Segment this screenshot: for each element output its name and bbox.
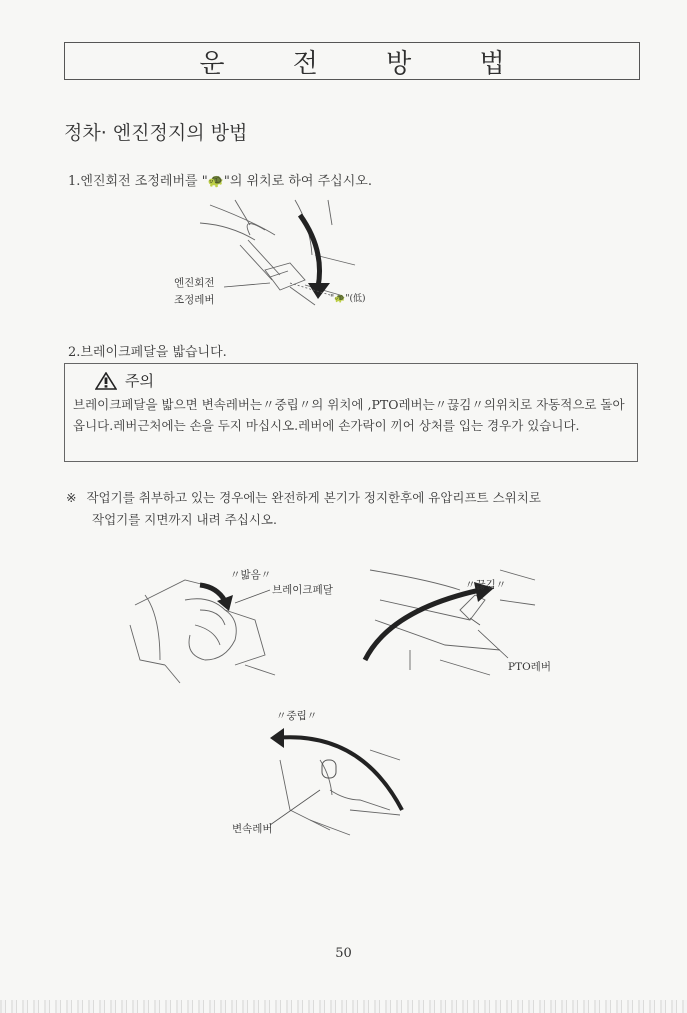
caution-header: [95, 370, 154, 391]
caution-heading: 주의: [125, 372, 154, 390]
off-label: 〃끊김〃: [465, 579, 507, 591]
page-title: 운 전 방 법: [199, 48, 535, 79]
caution-text: 브레이크페달을 밟으면 변속레버는〃중립〃의 위치에 ,PTO레버는〃끊김〃의위치로 자동적으로 돌아옵니다.레버근처에는 손을 두지 마십시오.레버에 손가락이 끼어 상처를 입는 경우가 있습니다.: [73, 397, 625, 433]
caution-box: [64, 363, 638, 462]
brake-pedal-illustration: [125, 565, 285, 685]
shift-lever-label: 변속레버: [232, 823, 273, 835]
note-line-1: 작업기를 취부하고 있는 경우에는 완전하게 본기가 정지한후에 유압리프트 스위치로: [86, 490, 541, 505]
brake-pedal-label: 브레이크페달: [272, 584, 333, 596]
pto-lever-label: PTO레버: [508, 661, 551, 673]
press-label: 〃밟음〃: [230, 569, 272, 581]
step-2-text: 2.브레이크페달을 밟습니다.: [68, 345, 227, 360]
shift-lever-illustration: [250, 720, 420, 840]
scan-edge-noise: [0, 1000, 687, 1013]
neutral-label: 〃중립〃: [276, 710, 318, 722]
note-paragraph: [66, 487, 638, 531]
engine-lever-label-2: 조정레버: [174, 294, 215, 306]
note-line-2: 작업기를 지면까지 내려 주십시오.: [92, 512, 277, 527]
page-title-box: [64, 42, 640, 80]
section-heading: 정차· 엔진정지의 방법: [64, 122, 248, 144]
warning-icon: [95, 372, 117, 390]
page-number: 50: [335, 946, 352, 961]
note-mark: ※: [66, 490, 77, 505]
low-speed-label: "🐢"(低): [330, 294, 366, 304]
step-1-text: 1.엔진회전 조정레버를 "🐢"의 위치로 하여 주십시오.: [68, 174, 372, 189]
engine-lever-label-1: 엔진회전: [174, 277, 215, 289]
